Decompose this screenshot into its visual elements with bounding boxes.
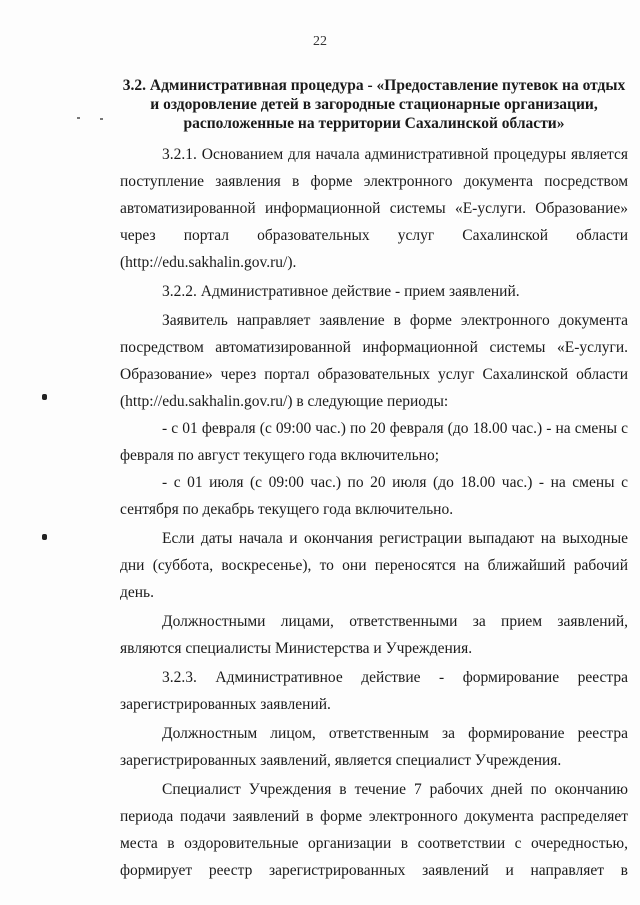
- paragraph-responsible-officials: Должностными лицами, ответственными за прием заявлений, являются специалисты Министерства и Учреждения.: [120, 613, 628, 657]
- paragraph-3-2-3: 3.2.3. Административное действие - формирование реестра зарегистрированных заявлений.: [120, 669, 628, 713]
- paragraph-weekend-rule: Если даты начала и окончания регистрации выпадают на выходные дни (суббота, воскресенье), то они переносятся на ближайший рабочий день.: [120, 530, 628, 601]
- scan-speck: [100, 118, 103, 120]
- scan-speck: [77, 117, 80, 119]
- paragraph-3-2-2: 3.2.2. Административное действие - прием заявлений.: [162, 283, 520, 300]
- binder-hole-mark: [42, 394, 47, 400]
- section-heading: 3.2. Административная процедура - «Предоставление путевок на отдых и оздоровление детей в загородные стационарные организации, расположенные на территории Сахалинской области»: [122, 77, 626, 132]
- paragraph-register-official: Должностным лицом, ответственным за формирование реестра зарегистрированных заявлений, является специалист Учреждения.: [120, 725, 628, 769]
- paragraph-3-2-1: 3.2.1. Основанием для начала административной процедуры является поступление заявления в форме электронного документа посредством автоматизированной информационной системы «Е-услуги. Образование» через портал образовательных услуг Сахалинской области (http://edu.sakhalin.gov.ru/).: [120, 146, 628, 271]
- page-number: 22: [313, 34, 327, 49]
- document-body: [120, 141, 628, 884]
- binder-hole-mark: [42, 534, 47, 540]
- paragraph-applicant: Заявитель направляет заявление в форме электронного документа посредством автоматизированной информационной системы «Е-услуги. Образование» через портал образовательных услуг Сахалинской области (http://edu.sakhalin.gov.ru/) в следующие периоды:: [120, 312, 628, 410]
- paragraph-specialist-duties: Специалист Учреждения в течение 7 рабочих дней по окончанию периода подачи заявлений в форме электронного документа распределяет места в оздоровительные организации в соответствии с очередностью, формирует реестр зарегистрированных заявлений и направляет в: [120, 781, 628, 879]
- paragraph-period-july: - с 01 июля (с 09:00 час.) по 20 июля (до 18.00 час.) - на смены с сентября по декабрь текущего года включительно.: [120, 474, 628, 518]
- paragraph-period-february: - с 01 февраля (с 09:00 час.) по 20 февраля (до 18.00 час.) - на смены с февраля по август текущего года включительно;: [120, 420, 628, 464]
